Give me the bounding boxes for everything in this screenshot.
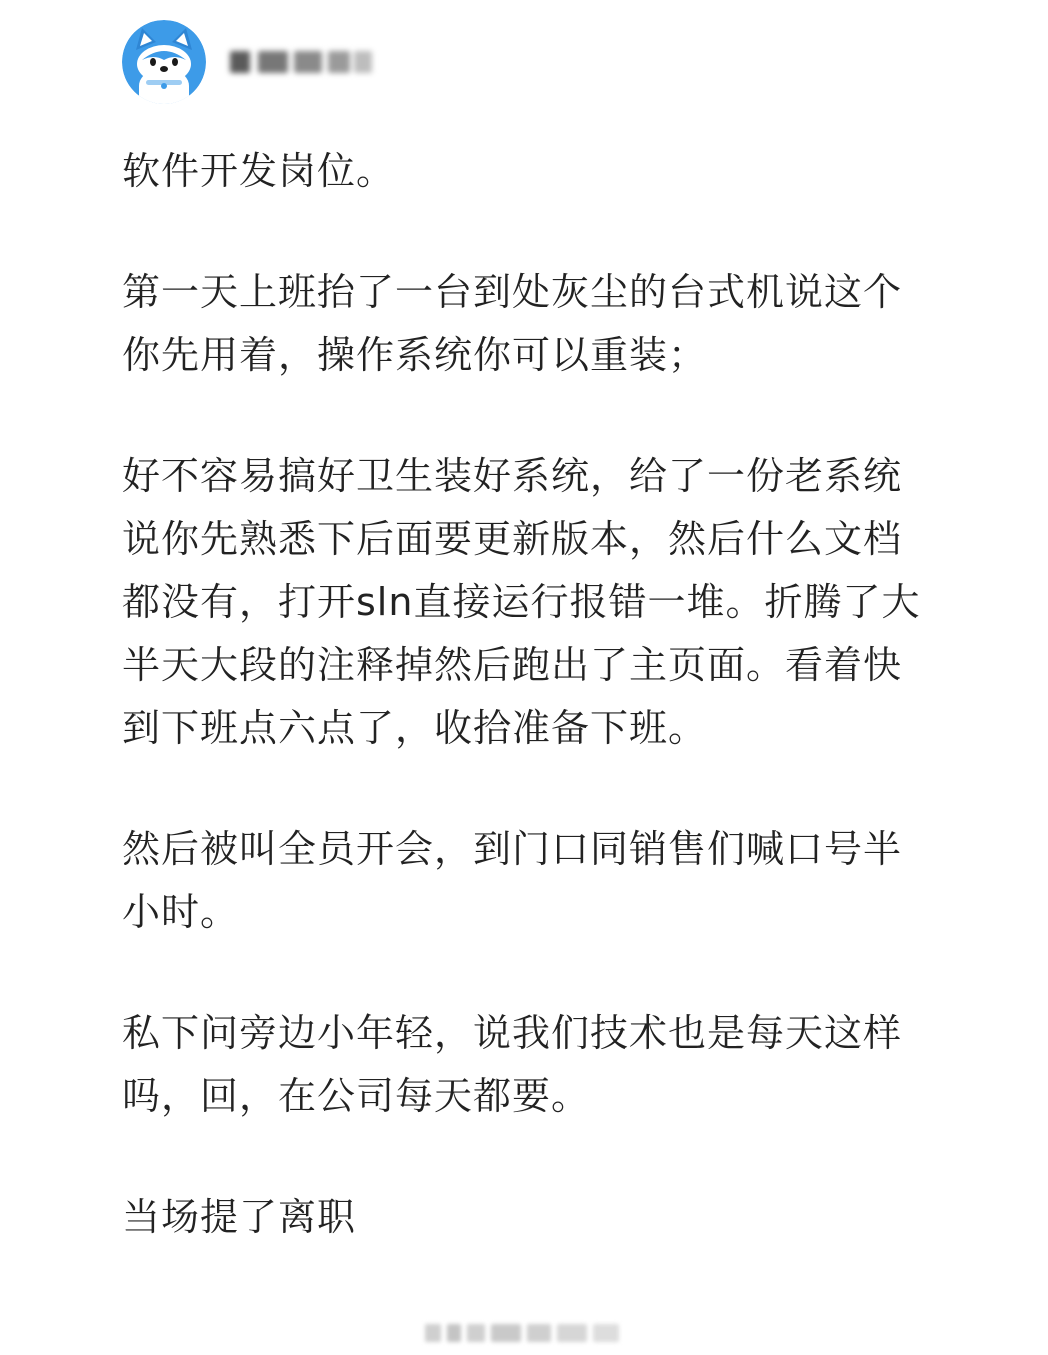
post-header [122,20,378,104]
post-paragraph: 好不容易搞好卫生装好系统，给了一份老系统说你先熟悉下后面要更新版本，然后什么文档都没有，打开sln直接运行报错一堆。折腾了大半天大段的注释掉然后跑出了主页面。看着快到下班点六点了，收拾准备下班。 [122,454,921,750]
post-paragraph: 当场提了离职 [122,1195,357,1239]
post-paragraph: 第一天上班抬了一台到处灰尘的台式机说这个你先用着，操作系统你可以重装； [122,270,903,377]
husky-dog-avatar-icon [122,20,206,104]
watermark-redacted [425,1322,630,1344]
username-redacted[interactable] [228,45,378,79]
post-paragraph: 私下问旁边小年轻，说我们技术也是每天这样吗，回，在公司每天都要。 [122,1011,903,1118]
post-body [122,140,922,1249]
post-paragraph: 软件开发岗位。 [122,149,396,193]
user-avatar[interactable] [122,20,206,104]
post-paragraph: 然后被叫全员开会，到门口同销售们喊口号半小时。 [122,827,903,934]
